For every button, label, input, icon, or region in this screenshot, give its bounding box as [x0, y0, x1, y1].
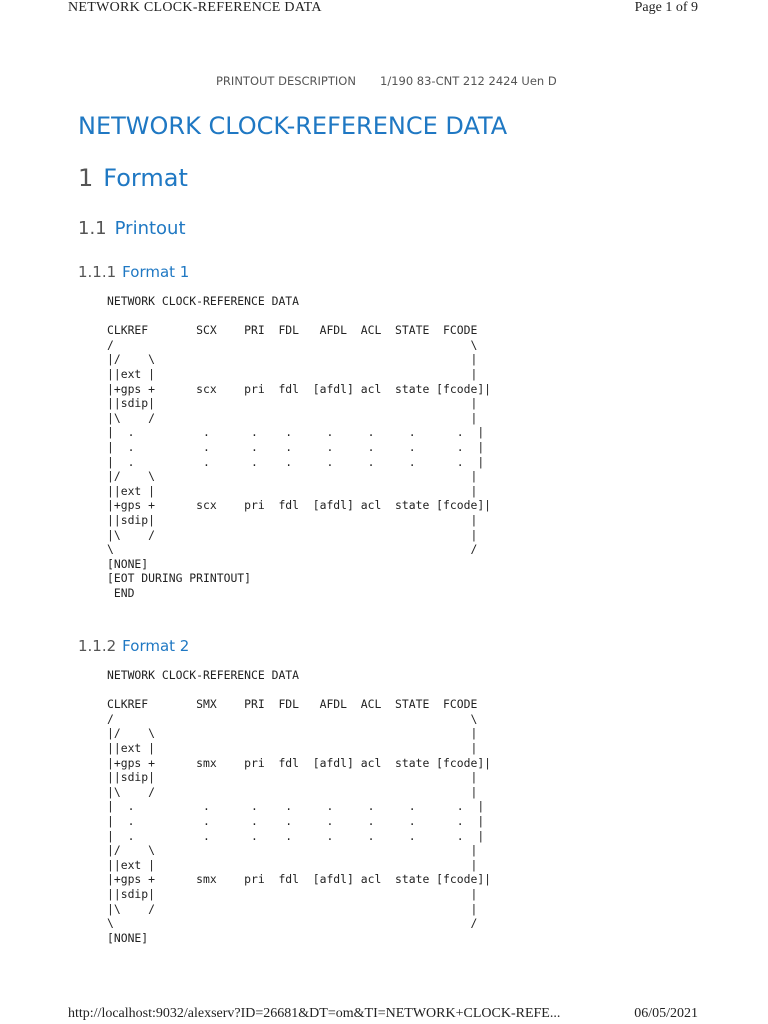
document-type-label: PRINTOUT DESCRIPTION — [216, 74, 356, 88]
section-number: 1 — [78, 164, 94, 192]
document-id: 1/190 83-CNT 212 2424 Uen D — [380, 74, 557, 88]
footer-date: 06/05/2021 — [634, 1006, 698, 1021]
section-heading-format-2 — [78, 637, 189, 655]
print-header-title: NETWORK CLOCK-REFERENCE DATA — [68, 0, 322, 15]
printout-format-1: NETWORK CLOCK-REFERENCE DATA CLKREF SCX PRI FDL AFDL ACL STATE FCODE / \ |/ \ | ||ext | | |+gps + scx pri fdl [afdl] acl state [fcode]| ||sdip| | |\ / | | . . . . . . . . | | . . . . . . . . | | . . . . . . . . | |/ \ | ||ext | | |+gps + scx pri fdl [afdl] acl state [fcode]| ||sdip| | |\ / | \ / [NONE] [EOT DURING PRINTOUT] END — [107, 294, 492, 600]
footer-url: http://localhost:9032/alexserv?ID=26681&DT=om&TI=NETWORK+CLOCK-REFE... — [68, 1006, 561, 1021]
section-title: Printout — [114, 218, 186, 239]
section-title: Format 2 — [122, 637, 190, 655]
page-title: NETWORK CLOCK-REFERENCE DATA — [78, 112, 508, 140]
section-number: 1.1.2 — [78, 637, 117, 655]
section-number: 1.1.1 — [78, 263, 117, 281]
printout-format-2: NETWORK CLOCK-REFERENCE DATA CLKREF SMX PRI FDL AFDL ACL STATE FCODE / \ |/ \ | ||ext | | |+gps + smx pri fdl [afdl] acl state [fcode]| ||sdip| | |\ / | | . . . . . . . . | | . . . . . . . . | | . . . . . . . . | |/ \ | ||ext | | |+gps + smx pri fdl [afdl] acl state [fcode]| ||sdip| | |\ / | \ / [NONE] — [107, 668, 492, 945]
section-title: Format 1 — [122, 263, 190, 281]
section-heading-printout — [78, 218, 186, 239]
section-heading-format — [78, 164, 188, 192]
section-title: Format — [103, 164, 188, 192]
section-heading-format-1 — [78, 263, 189, 281]
page-number: Page 1 of 9 — [634, 0, 698, 15]
section-number: 1.1 — [78, 218, 107, 239]
